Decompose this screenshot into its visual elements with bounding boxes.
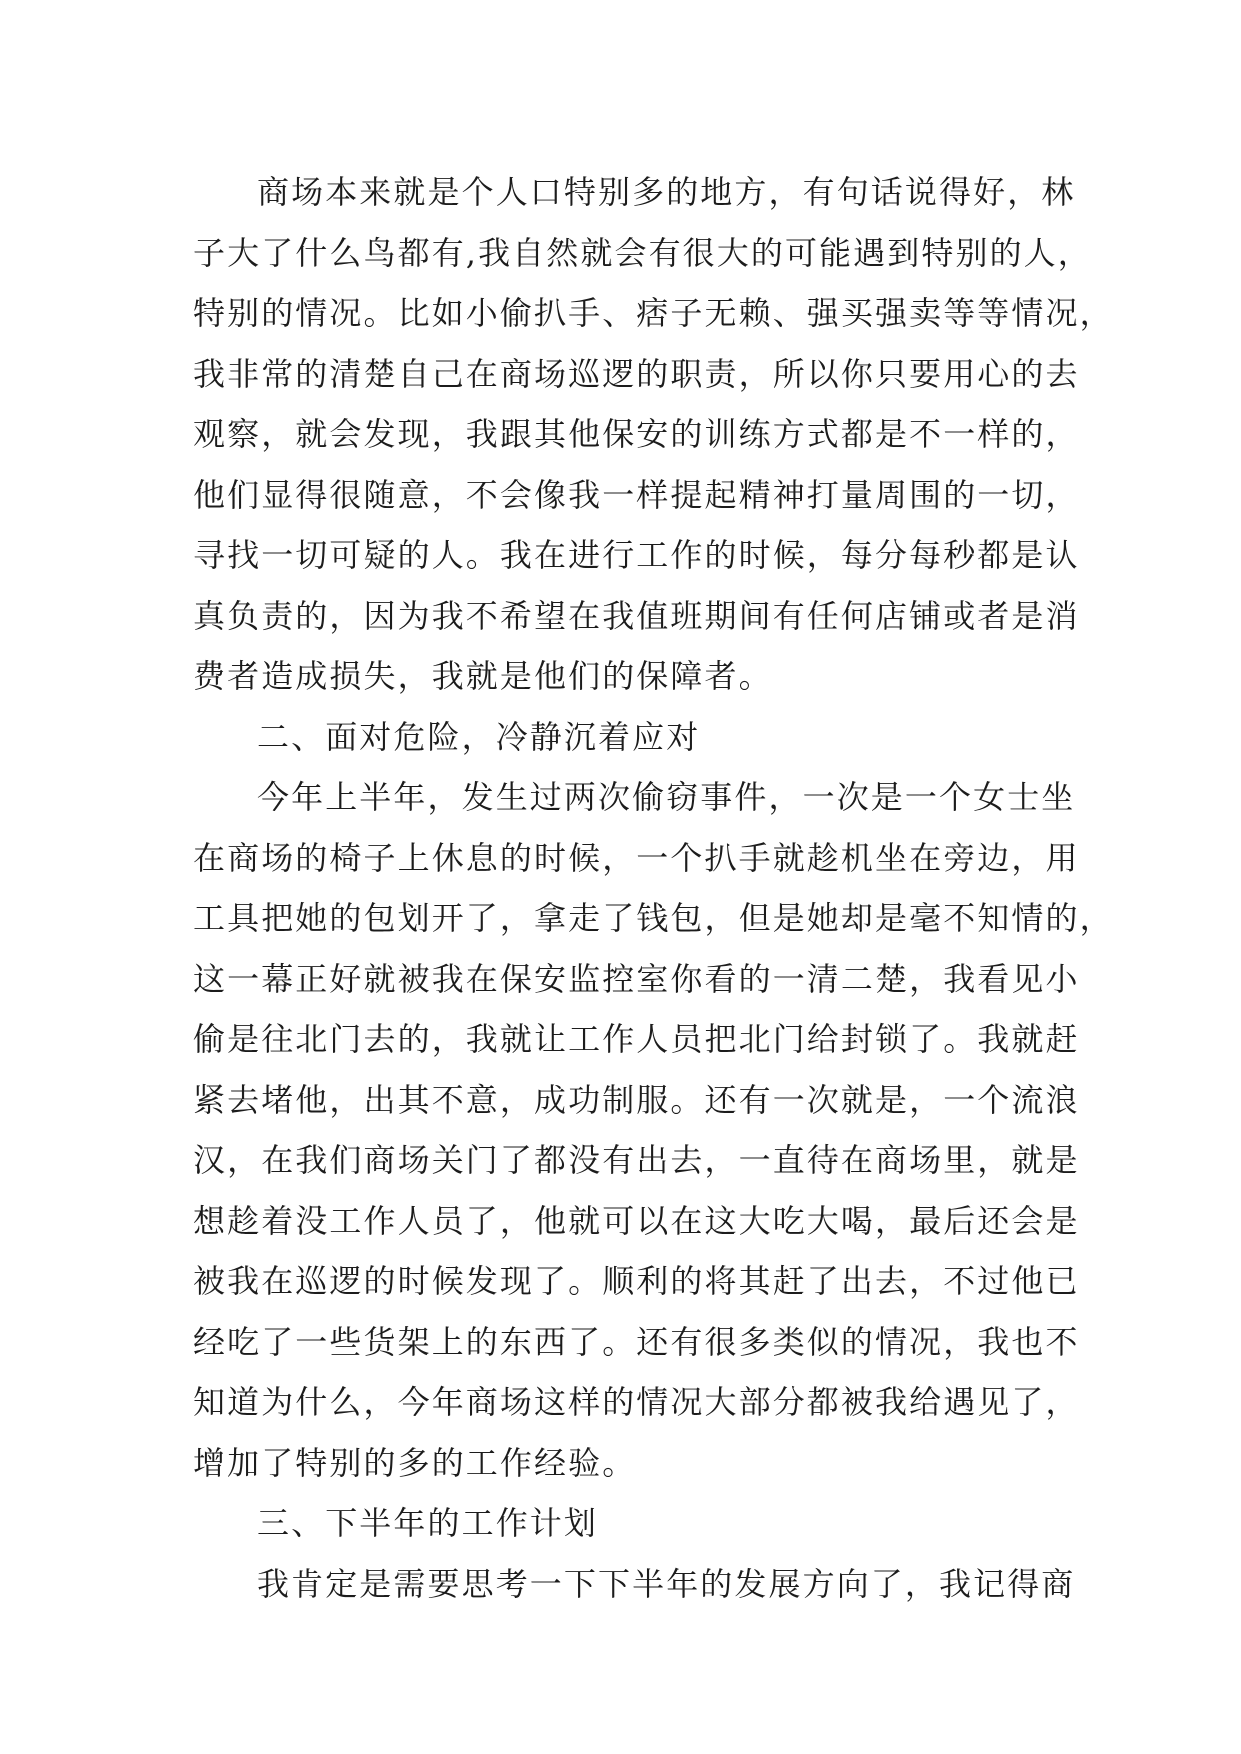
text-line: 经吃了一些货架上的东西了。还有很多类似的情况，我也不 [193, 1322, 1080, 1361]
text-line: 知道为什么，今年商场这样的情况大部分都被我给遇见了， [193, 1383, 1080, 1421]
text-line: 今年上半年，发生过两次偷窃事件，一次是一个女士坐 [257, 778, 1076, 816]
text-line: 真负责的，因为我不希望在我值班期间有任何店铺或者是消 [193, 596, 1080, 635]
text-line: 偷是往北门去的，我就让工作人员把北门给封锁了。我就赶 [193, 1020, 1080, 1058]
text-line: 特别的情况。比如小偷扒手、痞子无赖、强买强卖等等情况， [193, 294, 1114, 332]
text-line: 我非常的清楚自己在商场巡逻的职责，所以你只要用心的去 [193, 354, 1080, 393]
text-line: 费者造成损失，我就是他们的保障者。 [193, 657, 773, 695]
text-line: 观察，就会发现，我跟其他保安的训练方式都是不一样的， [193, 415, 1080, 453]
text-line: 在商场的椅子上休息的时候，一个扒手就趁机坐在旁边，用 [193, 838, 1080, 877]
text-line: 工具把她的包划开了，拿走了钱包，但是她却是毫不知情的， [193, 899, 1114, 937]
text-line: 寻找一切可疑的人。我在进行工作的时候，每分每秒都是认 [193, 536, 1080, 574]
text-line: 紧去堵他，出其不意，成功制服。还有一次就是，一个流浪 [193, 1080, 1080, 1119]
text-line: 二、面对危险，冷静沉着应对 [257, 717, 701, 756]
text-line: 想趁着没工作人员了，他就可以在这大吃大喝，最后还会是 [193, 1201, 1080, 1240]
text-line: 我肯定是需要思考一下下半年的发展方向了，我记得商 [257, 1564, 1076, 1603]
text-line: 增加了特别的多的工作经验。 [193, 1443, 637, 1482]
text-line: 子大了什么鸟都有,我自然就会有很大的可能遇到特别的人， [193, 233, 1092, 272]
document-body [193, 162, 1114, 1614]
text-line: 被我在巡逻的时候发现了。顺利的将其赶了出去，不过他已 [193, 1262, 1080, 1300]
text-line: 三、下半年的工作计划 [257, 1504, 599, 1542]
text-line: 汉，在我们商场关门了都没有出去，一直待在商场里，就是 [193, 1141, 1080, 1179]
text-line: 商场本来就是个人口特别多的地方，有句话说得好，林 [257, 173, 1076, 211]
text-line: 这一幕正好就被我在保安监控室你看的一清二楚，我看见小 [193, 959, 1080, 998]
text-line: 他们显得很随意，不会像我一样提起精神打量周围的一切， [193, 475, 1080, 514]
